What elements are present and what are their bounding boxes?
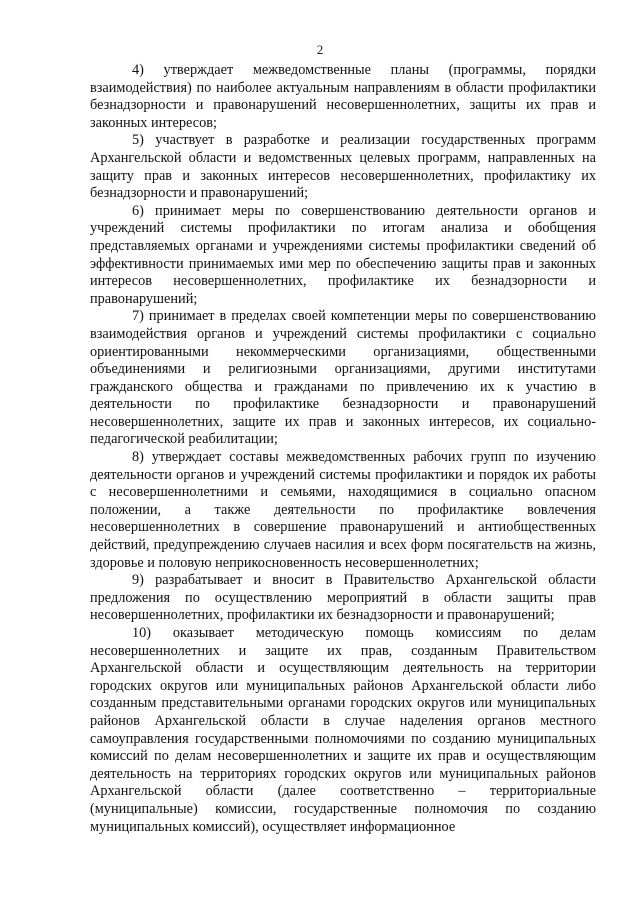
document-body — [90, 62, 596, 836]
page-number: 2 — [316, 42, 324, 57]
paragraph-item-7: 7) принимает в пределах своей компетенции меры по совершенствованию взаимодействия органов и учреждений системы профилактики с социально ориентированными некоммерческими организациями, общественными объединениями и религиозными организациями, другими институтами гражданского общества и гражданами по привлечению их к участию в деятельности по профилактике безнадзорности и правонарушений несовершеннолетних, защите их прав и законных интересов, их социально-педагогической реабилитации; — [90, 308, 596, 448]
paragraph-item-6: 6) принимает меры по совершенствованию деятельности органов и учреждений системы профилактики по итогам анализа и обобщения представляемых органами и учреждениями системы профилактики сведений об эффективности принимаемых ими мер по обеспечению защиты прав и законных интересов несовершеннолетних, профилактике их безнадзорности и правонарушений; — [90, 202, 596, 307]
paragraph-item-8: 8) утверждает составы межведомственных рабочих групп по изучению деятельности органов и учреждений системы профилактики и порядок их работы с несовершеннолетними и семьями, находящимися в социально опасном положении, а также деятельности по профилактике вовлечения несовершеннолетних в совершение правонарушений и антиобщественных действий, предупреждению случаев насилия и всех форм посягательств на жизнь, здоровье и половую неприкосновенность несовершеннолетних; — [90, 449, 596, 571]
paragraph-item-10: 10) оказывает методическую помощь комиссиям по делам несовершеннолетних и защите их прав, созданным Правительством Архангельской области и осуществляющим деятельность на территории городских округов или муниципальных районов Архангельской области либо созданным представительными органами городских округов или муниципальных районов Архангельской области в случае наделения органов местного самоуправления государственными полномочиями по созданию муниципальных комиссий по делам несовершеннолетних и защите их прав и осуществляющим деятельность на территориях городских округов или муниципальных районов Архангельской области (далее соответственно – территориальные (муниципальные) комиссии, государственные полномочия по созданию муниципальных комиссий), осуществляет информационное — [90, 625, 596, 835]
paragraph-item-4: 4) утверждает межведомственные планы (программы, порядки взаимодействия) по наиболее актуальным направлениям в области профилактики безнадзорности и правонарушений несовершеннолетних, защиты их прав и законных интересов; — [90, 62, 596, 131]
paragraph-item-5: 5) участвует в разработке и реализации государственных программ Архангельской области и ведомственных целевых программ, направленных на защиту прав и законных интересов несовершеннолетних, профилактику их безнадзорности и правонарушений; — [90, 132, 596, 202]
paragraph-item-9: 9) разрабатывает и вносит в Правительство Архангельской области предложения по осуществлению мероприятий в области защиты прав несовершеннолетних, профилактики их безнадзорности и правонарушений; — [90, 572, 596, 624]
